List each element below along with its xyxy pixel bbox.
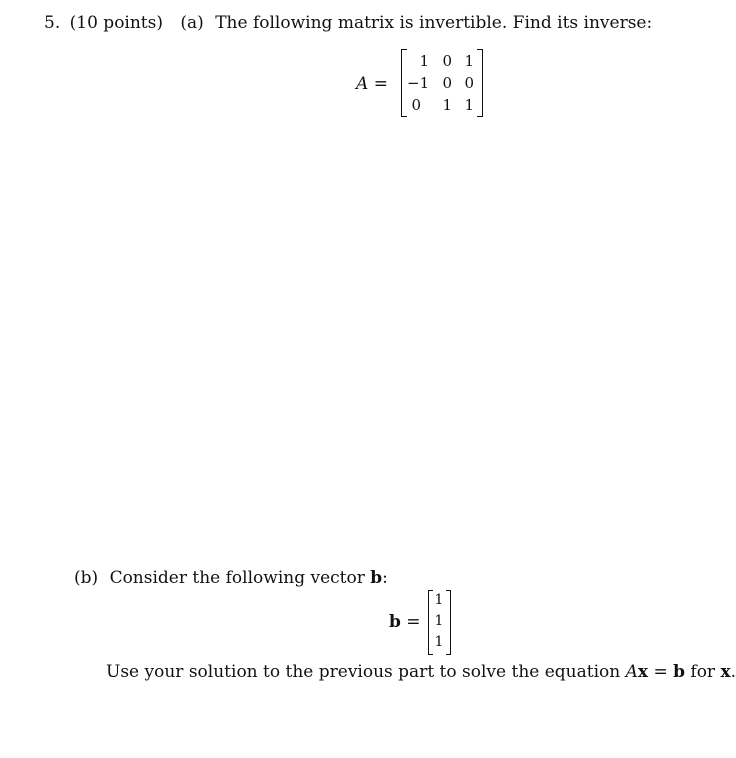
matrix-a-cell: −1 xyxy=(407,74,430,92)
matrix-a-cell: 1 xyxy=(464,96,474,114)
vector-b-equals: = xyxy=(406,612,421,632)
vector-b-entry: 1 xyxy=(434,592,444,608)
vector-b-entry: 1 xyxy=(434,634,444,650)
instruction-vector-x: x xyxy=(637,662,649,682)
instruction-text xyxy=(106,662,736,682)
vector-b-name: b xyxy=(389,612,401,632)
question-number: 5. xyxy=(44,13,61,33)
part-a-label: (a) xyxy=(180,13,204,33)
part-b-label: (b) xyxy=(74,568,99,588)
matrix-a-cell: 1 xyxy=(442,96,452,114)
part-b-vector-name: b xyxy=(370,568,383,588)
vector-b-right-bracket xyxy=(446,590,451,655)
matrix-a-cell: 1 xyxy=(419,52,429,70)
instruction-matrix-a: A xyxy=(625,662,638,682)
instruction-end: . xyxy=(730,662,736,682)
question-header xyxy=(44,13,652,33)
matrix-a-label xyxy=(356,74,388,94)
vector-b xyxy=(428,590,451,655)
instruction-vector-b: b xyxy=(673,662,685,682)
matrix-a-right-bracket xyxy=(477,49,483,117)
matrix-a-cell: 0 xyxy=(411,96,421,114)
part-b-colon: : xyxy=(382,568,388,588)
question-points: (10 points) xyxy=(69,13,163,33)
matrix-a xyxy=(401,49,483,117)
vector-b-entry: 1 xyxy=(434,613,444,629)
instruction-vector-x2: x xyxy=(720,662,731,682)
instruction-mid: for xyxy=(685,662,721,682)
instruction-equals: = xyxy=(648,662,674,682)
matrix-a-equals: = xyxy=(373,74,388,94)
matrix-a-cell: 0 xyxy=(464,74,474,92)
matrix-a-cell: 0 xyxy=(442,52,452,70)
instruction-prefix: Use your solution to the previous part to solve the equation xyxy=(106,662,626,682)
matrix-a-cell: 1 xyxy=(464,52,474,70)
vector-b-label xyxy=(389,612,421,632)
part-a-text: The following matrix is invertible. Find its inverse: xyxy=(215,13,653,33)
matrix-a-cell: 0 xyxy=(442,74,452,92)
part-b-prompt xyxy=(74,568,388,588)
matrix-a-name: A xyxy=(356,74,369,94)
part-b-text: Consider the following vector xyxy=(109,568,371,588)
